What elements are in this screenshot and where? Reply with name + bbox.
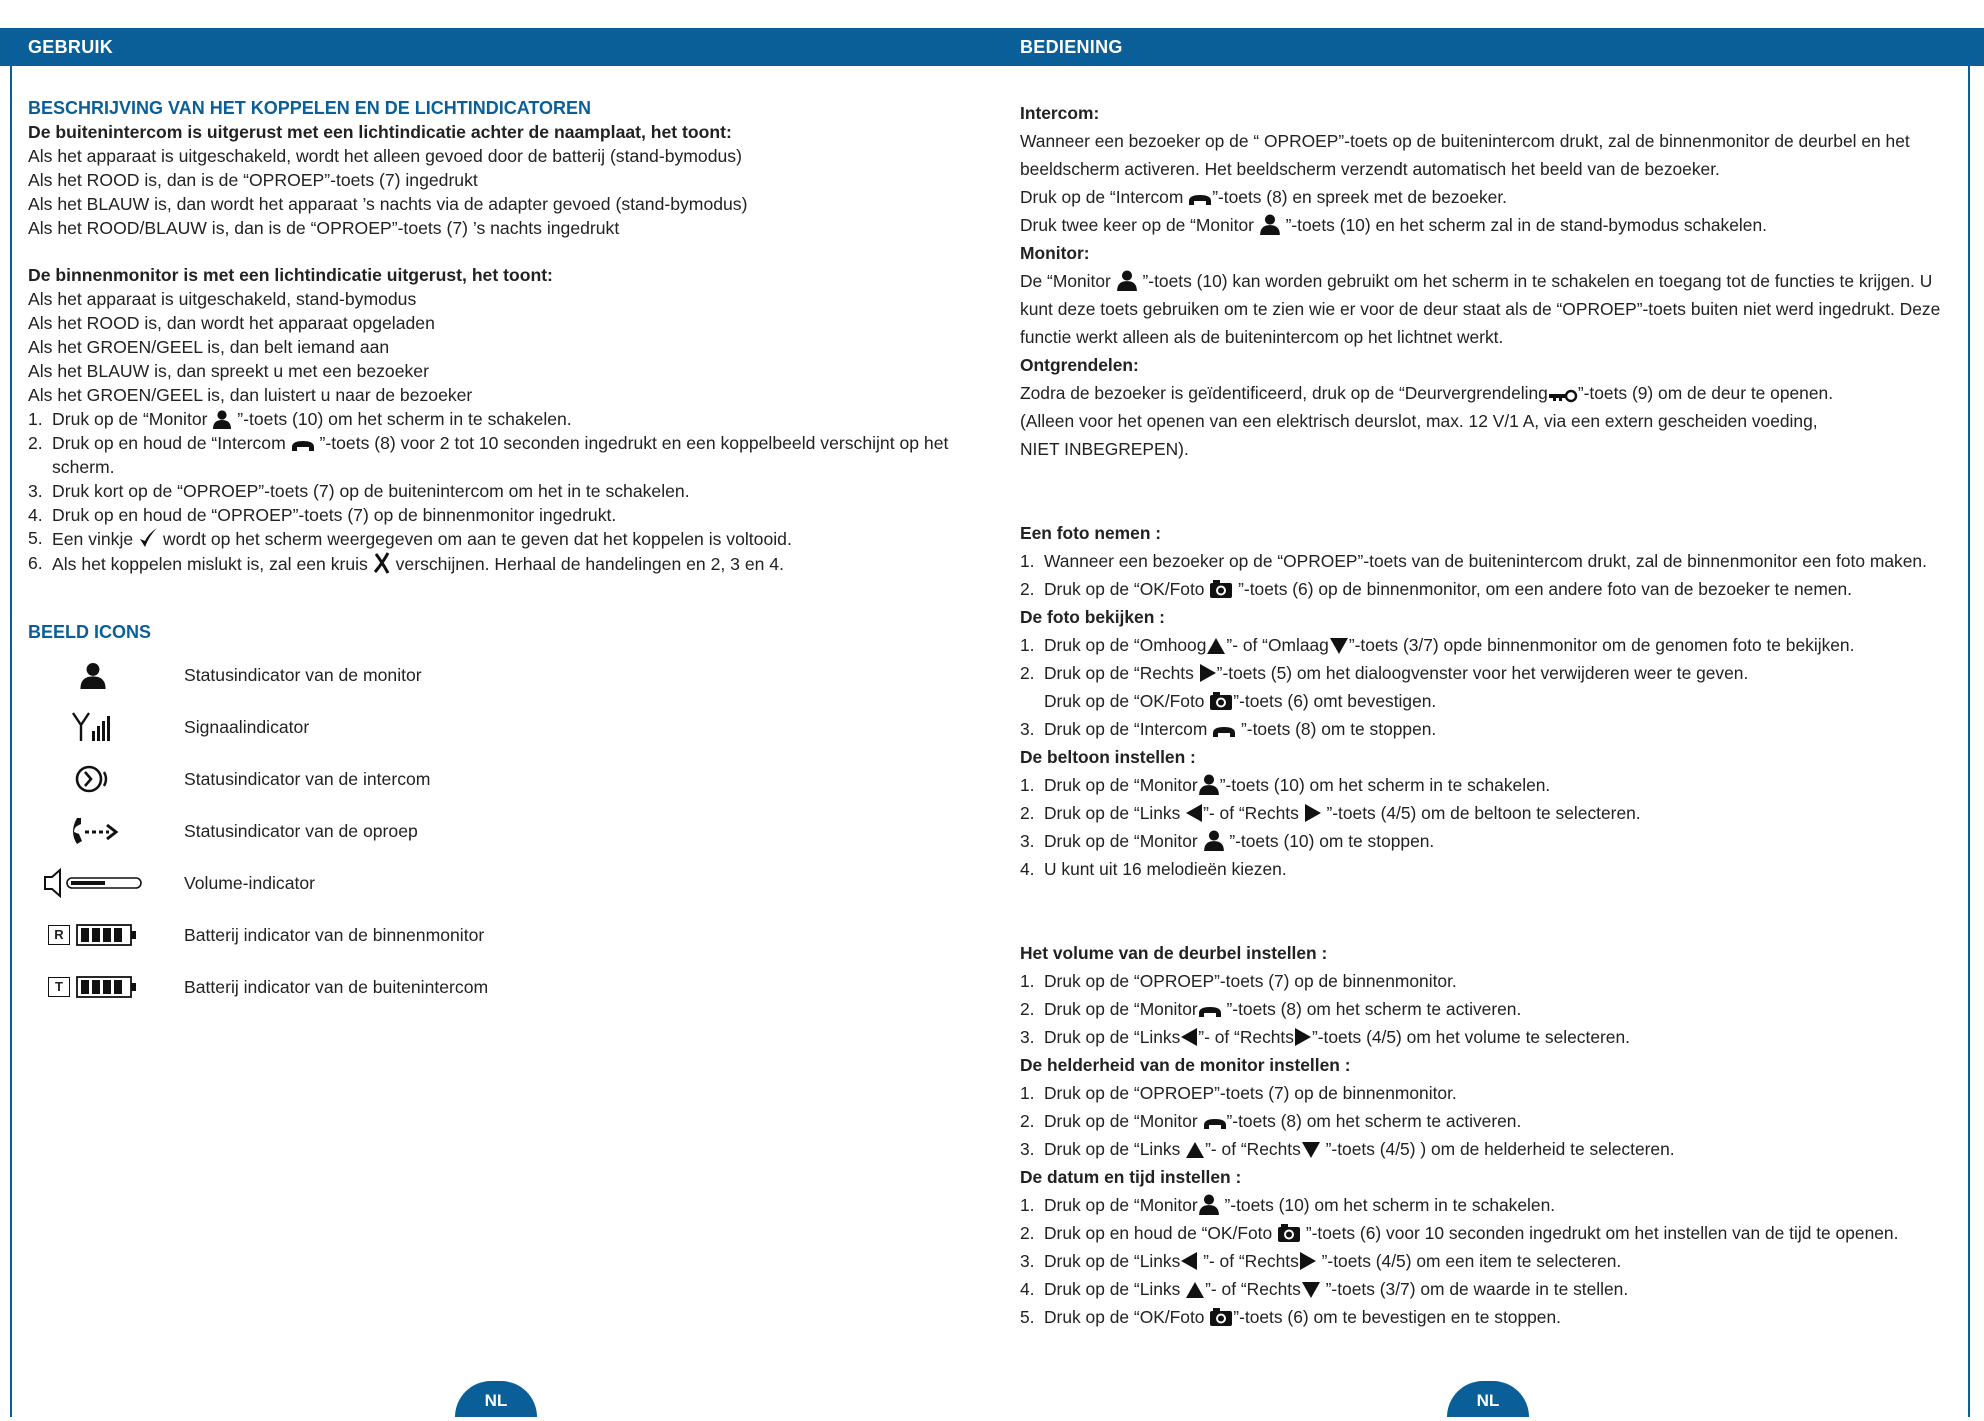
intercom-text: Druk twee keer op de “Monitor ”-toets (10) en het scherm zal in de stand-bymodus schakelen. xyxy=(1020,215,1767,235)
battery-badge: R xyxy=(48,925,70,945)
icon-row xyxy=(28,967,988,1019)
outdoor-line: Als het ROOD/BLAUW is, dan is de “OPROEP”-toets (7) ’s nachts ingedrukt xyxy=(28,217,620,238)
list-item: 3. Druk op de “Links ”- of “Rechts ”-toets (4/5) om het volume te selecteren. xyxy=(1020,1027,1630,1047)
indoor-line: Als het GROEN/GEEL is, dan luistert u naar de bezoeker xyxy=(28,384,473,405)
outdoor-line: Als het BLAUW is, dan wordt het apparaat ’s nachts via de adapter gevoed (stand-bymodus) xyxy=(28,193,748,214)
handset-icon xyxy=(291,439,315,453)
list-item: 4. Druk op en houd de “OPROEP”-toets (7) op de binnenmonitor ingedrukt. xyxy=(28,504,617,525)
person-icon xyxy=(1259,213,1281,235)
outdoor-line: Als het ROOD is, dan is de “OPROEP”-toets (7) ingedrukt xyxy=(28,169,478,190)
volume-icon xyxy=(43,868,143,898)
list-item: 3. Druk op de “Links ”- of “Rechts ”-toets (4/5) om een item te selecteren. xyxy=(1020,1251,1622,1271)
header-bar xyxy=(0,28,1984,66)
signal-icon xyxy=(71,711,115,743)
right-arrow-icon xyxy=(1299,1251,1317,1271)
icon-label: Volume-indicator xyxy=(184,873,316,894)
monitor-text: De “Monitor ”-toets (10) kan worden gebruikt om het scherm in te schakelen en toegang tot de functies te krijgen. U kunt deze toets gebruiken om te zien wie er voor de deur staat als de “OPROEP”-toets buiten niet werd ingedrukt. Deze functie werkt alleen als de buitenintercom op het lichtnet werkt. xyxy=(1020,271,1941,347)
page-language-tab: NL xyxy=(455,1381,537,1417)
camera-icon xyxy=(1209,691,1233,711)
list-item: 6. Als het koppelen mislukt is, zal een kruis verschijnen. Herhaal de handelingen en 2, 3 en 4. xyxy=(28,553,784,575)
list-item: 4. U kunt uit 16 melodieën kiezen. xyxy=(1020,859,1287,879)
list-item: 1. Druk op de “OPROEP”-toets (7) op de binnenmonitor. xyxy=(1020,1083,1457,1103)
indoor-line: Als het GROEN/GEEL is, dan belt iemand aan xyxy=(28,337,390,358)
icon-legend xyxy=(28,655,988,1019)
indoor-heading: De binnenmonitor is met een lichtindicatie uitgerust, het toont: xyxy=(28,265,553,286)
left-section-header: GEBRUIK xyxy=(28,37,114,57)
icon-label: Statusindicator van de intercom xyxy=(184,769,431,790)
list-item: 1. Wanneer een bezoeker op de “OPROEP”-toets van de buitenintercom drukt, zal de binnenmonitor een foto maken. xyxy=(1020,551,1927,571)
view-title: De foto bekijken : xyxy=(1020,607,1165,627)
battery-t-icon xyxy=(76,976,138,998)
icon-label: Batterij indicator van de binnenmonitor xyxy=(184,925,485,946)
list-item: Druk op de “OK/Foto ”-toets (6) omt bevestigen. xyxy=(1044,691,1437,711)
person-icon xyxy=(1203,829,1225,851)
intercom-status-icon xyxy=(73,763,113,795)
left-arrow-icon xyxy=(1180,1251,1198,1271)
unlock-note: (Alleen voor het openen van een elektrisch deurslot, max. 12 V/1 A, via een extern gescheiden voeding, xyxy=(1020,411,1818,431)
icon-row xyxy=(28,915,988,967)
indoor-line: Als het ROOD is, dan wordt het apparaat opgeladen xyxy=(28,313,435,334)
camera-icon xyxy=(1209,579,1233,599)
photo-title: Een foto nemen : xyxy=(1020,523,1162,543)
list-item: 1. Druk op de “Monitor ”-toets (10) om het scherm in te schakelen. xyxy=(1020,775,1551,795)
outdoor-heading: De buitenintercom is uitgerust met een lichtindicatie achter de naamplaat, het toont: xyxy=(28,121,732,142)
list-item: 1. Druk op de “Monitor ”-toets (10) om het scherm in te schakelen. xyxy=(1020,1195,1556,1215)
indoor-line: Als het BLAUW is, dan spreekt u met een bezoeker xyxy=(28,361,429,382)
brightness-title: De helderheid van de monitor instellen : xyxy=(1020,1055,1351,1075)
camera-icon xyxy=(1277,1223,1301,1243)
icon-label: Batterij indicator van de buitenintercom xyxy=(184,977,489,998)
intercom-text: Druk op de “Intercom ”-toets (8) en spreek met de bezoeker. xyxy=(1020,187,1508,207)
list-item: 4. Druk op de “Links ”- of “Rechts ”-toets (3/7) om de waarde in te stellen. xyxy=(1020,1279,1629,1299)
cross-icon xyxy=(373,552,391,574)
intercom-title: Intercom: xyxy=(1020,103,1100,123)
list-item: 1. Druk op de “Omhoog ”- of “Omlaag ”-toets (3/7) opde binnenmonitor om de genomen foto te bekijken. xyxy=(1020,635,1855,655)
check-icon xyxy=(138,527,158,549)
icon-row xyxy=(28,707,988,759)
left-arrow-icon xyxy=(1180,1027,1198,1047)
handset-icon xyxy=(1188,193,1212,207)
icon-row xyxy=(28,759,988,811)
left-border xyxy=(10,66,12,1417)
monitor-title: Monitor: xyxy=(1020,243,1090,263)
right-border xyxy=(1968,66,1970,1417)
handset-icon xyxy=(1212,725,1236,739)
pairing-title: BESCHRIJVING VAN HET KOPPELEN EN DE LICHTINDICATOREN xyxy=(28,98,592,118)
list-item: 2. Druk op de “Links ”- of “Rechts ”-toets (4/5) om de beltoon te selecteren. xyxy=(1020,803,1641,823)
right-arrow-icon xyxy=(1304,803,1322,823)
down-arrow-icon xyxy=(1301,1281,1321,1299)
unlock-title: Ontgrendelen: xyxy=(1020,355,1139,375)
call-status-icon xyxy=(67,816,119,846)
indoor-line: Als het apparaat is uitgeschakeld, stand-bymodus xyxy=(28,289,417,310)
list-item: 5. Druk op de “OK/Foto ”-toets (6) om te bevestigen en te stoppen. xyxy=(1020,1307,1561,1327)
person-icon xyxy=(79,661,107,689)
list-item: 2. Druk op de “Rechts ”-toets (5) om het dialoogvenster voor het verwijderen weer te geven. xyxy=(1020,663,1749,683)
up-arrow-icon xyxy=(1185,1281,1205,1299)
intercom-text: Wanneer een bezoeker op de “ OPROEP”-toets op de buitenintercom drukt, zal de binnenmonitor de deurbel en het beeldscherm activeren. Het beeldscherm verzendt automatisch het beeld van de bezoeker. xyxy=(1020,131,1910,179)
list-item: 2. Druk op de “Monitor ”-toets (8) om het scherm te activeren. xyxy=(1020,999,1522,1019)
right-arrow-icon xyxy=(1294,1027,1312,1047)
key-icon xyxy=(1548,389,1578,403)
unlock-text: Zodra de bezoeker is geïdentificeerd, druk op de “Deurvergrendeling ”-toets (9) om de deur te openen. xyxy=(1020,383,1834,403)
list-item: 3. Druk op de “Intercom ”-toets (8) om te stoppen. xyxy=(1020,719,1437,739)
person-icon xyxy=(212,409,232,429)
left-column xyxy=(28,97,988,1019)
outdoor-line: Als het apparaat is uitgeschakeld, wordt het alleen gevoed door de batterij (stand-bymodus) xyxy=(28,145,742,166)
right-arrow-icon xyxy=(1199,663,1217,683)
icon-row xyxy=(28,863,988,915)
list-item: 2. Druk op en houd de “Intercom ”-toets (8) voor 2 tot 10 seconden ingedrukt en een koppelbeeld verschijnt op het scherm. xyxy=(28,432,949,477)
battery-r-icon xyxy=(76,924,138,946)
icons-title: BEELD ICONS xyxy=(28,622,152,643)
icon-row xyxy=(28,655,988,707)
up-arrow-icon xyxy=(1185,1141,1205,1159)
list-item: 2. Druk op de “OK/Foto ”-toets (6) op de binnenmonitor, om een andere foto van de bezoeker te nemen. xyxy=(1020,579,1852,599)
list-item: 1. Druk op de “Monitor ”-toets (10) om het scherm in te schakelen. xyxy=(28,408,572,429)
left-arrow-icon xyxy=(1185,803,1203,823)
datetime-title: De datum en tijd instellen : xyxy=(1020,1167,1242,1187)
person-icon xyxy=(1116,269,1138,291)
volume-title: Het volume van de deurbel instellen : xyxy=(1020,943,1328,963)
battery-badge: T xyxy=(48,977,70,997)
icon-label: Statusindicator van de monitor xyxy=(184,665,422,686)
icon-label: Signaalindicator xyxy=(184,717,310,738)
list-item: 2. Druk op de “Monitor ”-toets (8) om het scherm te activeren. xyxy=(1020,1111,1522,1131)
page-language-tab: NL xyxy=(1447,1381,1529,1417)
handset-icon xyxy=(1198,1005,1222,1019)
right-section-header: BEDIENING xyxy=(1020,37,1123,57)
up-arrow-icon xyxy=(1206,637,1226,655)
unlock-note: NIET INBEGREPEN). xyxy=(1020,439,1189,459)
down-arrow-icon xyxy=(1301,1141,1321,1159)
list-item: 3. Druk op de “Monitor ”-toets (10) om te stoppen. xyxy=(1020,831,1435,851)
list-item: 3. Druk kort op de “OPROEP”-toets (7) op de buitenintercom om het in te schakelen. xyxy=(28,480,690,501)
icon-label: Statusindicator van de oproep xyxy=(184,821,418,842)
list-item: 5. Een vinkje wordt op het scherm weergegeven om aan te geven dat het koppelen is voltooid. xyxy=(28,528,792,550)
list-item: 3. Druk op de “Links ”- of “Rechts ”-toets (4/5) ) om de helderheid te selecteren. xyxy=(1020,1139,1675,1159)
down-arrow-icon xyxy=(1329,637,1349,655)
list-item: 1. Druk op de “OPROEP”-toets (7) op de binnenmonitor. xyxy=(1020,971,1457,991)
icon-row xyxy=(28,811,988,863)
pairing-steps xyxy=(28,408,988,577)
person-icon xyxy=(1198,773,1220,795)
handset-icon xyxy=(1203,1117,1227,1131)
person-icon xyxy=(1198,1193,1220,1215)
camera-icon xyxy=(1209,1307,1233,1327)
ringtone-title: De beltoon instellen : xyxy=(1020,747,1196,767)
right-column xyxy=(1020,99,1960,1331)
list-item: 2. Druk op en houd de “OK/Foto ”-toets (6) voor 10 seconden ingedrukt om het instellen van de tijd te openen. xyxy=(1020,1223,1899,1243)
